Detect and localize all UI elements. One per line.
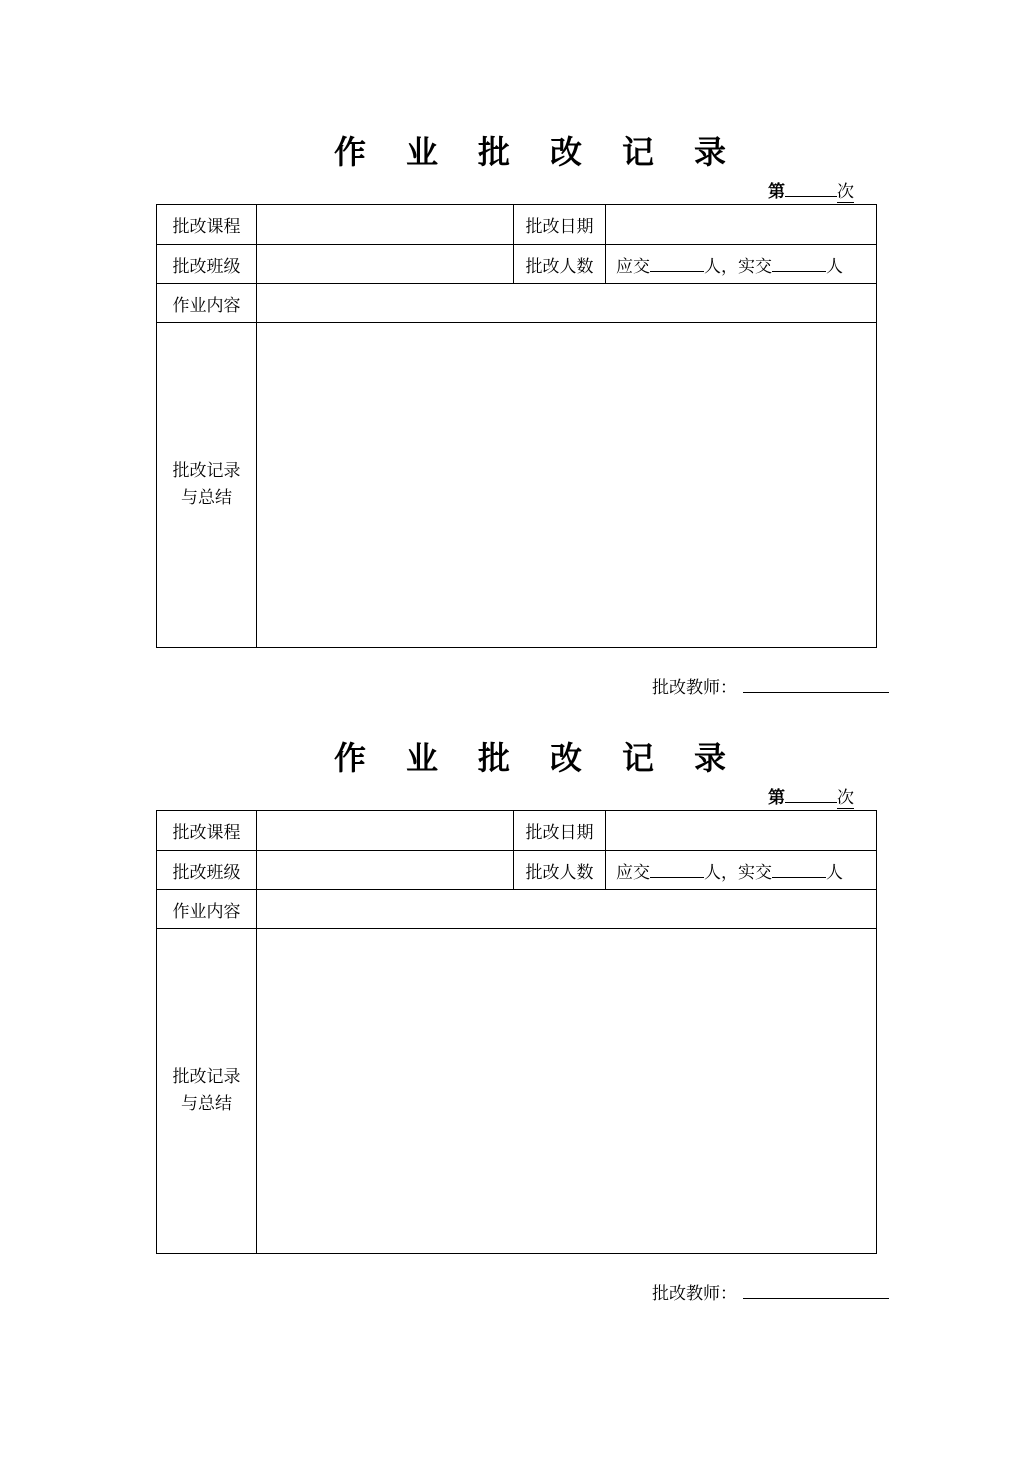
date-label: 批改日期 xyxy=(514,205,606,245)
teacher-label: 批改教师： xyxy=(652,678,737,698)
content-field[interactable] xyxy=(257,284,877,323)
should-submit-label: 应交 xyxy=(616,862,650,883)
title-char: 录 xyxy=(694,133,727,171)
class-field[interactable] xyxy=(257,851,514,890)
actual-submit-label: 实交 xyxy=(738,256,772,277)
count-blank[interactable] xyxy=(785,180,837,197)
teacher-signature xyxy=(652,674,889,700)
session-count xyxy=(768,180,854,203)
date-label: 批改日期 xyxy=(514,811,606,851)
record-section-2 xyxy=(0,738,1032,1338)
title-char: 批 xyxy=(477,133,510,171)
table-row xyxy=(157,890,877,929)
page-title xyxy=(14,738,1032,778)
table-row xyxy=(157,205,877,245)
count-prefix: 第 xyxy=(768,788,785,808)
title-char: 批 xyxy=(477,739,510,777)
title-char: 业 xyxy=(405,739,438,777)
count-prefix: 第 xyxy=(768,182,785,202)
people-field xyxy=(606,851,877,890)
course-label: 批改课程 xyxy=(157,205,257,245)
summary-label-line1: 批改记录 xyxy=(172,461,241,481)
teacher-signature xyxy=(652,1280,889,1306)
session-count xyxy=(768,786,854,809)
summary-label-line1: 批改记录 xyxy=(172,1067,241,1087)
should-submit-blank[interactable] xyxy=(650,861,704,878)
people-field xyxy=(606,245,877,284)
title-char: 记 xyxy=(622,133,655,171)
class-label: 批改班级 xyxy=(157,245,257,284)
table-row xyxy=(157,284,877,323)
count-suffix: 次 xyxy=(837,182,854,202)
table-row xyxy=(157,245,877,284)
summary-field[interactable] xyxy=(257,323,877,648)
count-suffix: 次 xyxy=(837,788,854,808)
content-label: 作业内容 xyxy=(157,890,257,929)
table-row xyxy=(157,811,877,851)
record-table xyxy=(156,810,877,1254)
summary-field[interactable] xyxy=(257,929,877,1254)
course-field[interactable] xyxy=(257,205,514,245)
title-char: 改 xyxy=(550,133,583,171)
should-submit-blank[interactable] xyxy=(650,255,704,272)
title-char: 录 xyxy=(694,739,727,777)
separator: ， xyxy=(721,256,738,277)
class-field[interactable] xyxy=(257,245,514,284)
table-row xyxy=(157,851,877,890)
teacher-signature-line[interactable] xyxy=(743,674,889,693)
teacher-signature-line[interactable] xyxy=(743,1280,889,1299)
content-field[interactable] xyxy=(257,890,877,929)
separator: ， xyxy=(721,862,738,883)
record-table xyxy=(156,204,877,648)
count-blank[interactable] xyxy=(785,786,837,803)
actual-submit-blank[interactable] xyxy=(772,255,826,272)
summary-label xyxy=(157,929,257,1254)
page-title xyxy=(14,132,1032,172)
actual-submit-blank[interactable] xyxy=(772,861,826,878)
content-label: 作业内容 xyxy=(157,284,257,323)
course-field[interactable] xyxy=(257,811,514,851)
person-unit: 人 xyxy=(704,862,721,883)
title-char: 记 xyxy=(622,739,655,777)
people-label: 批改人数 xyxy=(514,851,606,890)
actual-submit-label: 实交 xyxy=(738,862,772,883)
should-submit-label: 应交 xyxy=(616,256,650,277)
title-char: 改 xyxy=(550,739,583,777)
course-label: 批改课程 xyxy=(157,811,257,851)
person-unit: 人 xyxy=(704,256,721,277)
person-unit: 人 xyxy=(826,256,843,277)
person-unit: 人 xyxy=(826,862,843,883)
teacher-label: 批改教师： xyxy=(652,1284,737,1304)
class-label: 批改班级 xyxy=(157,851,257,890)
summary-label-line2: 与总结 xyxy=(181,488,232,508)
people-label: 批改人数 xyxy=(514,245,606,284)
table-row xyxy=(157,323,877,648)
table-row xyxy=(157,929,877,1254)
summary-label xyxy=(157,323,257,648)
date-field[interactable] xyxy=(606,205,877,245)
title-char: 业 xyxy=(405,133,438,171)
title-char: 作 xyxy=(333,739,366,777)
date-field[interactable] xyxy=(606,811,877,851)
title-char: 作 xyxy=(333,133,366,171)
summary-label-line2: 与总结 xyxy=(181,1094,232,1114)
record-section-1 xyxy=(0,132,1032,732)
